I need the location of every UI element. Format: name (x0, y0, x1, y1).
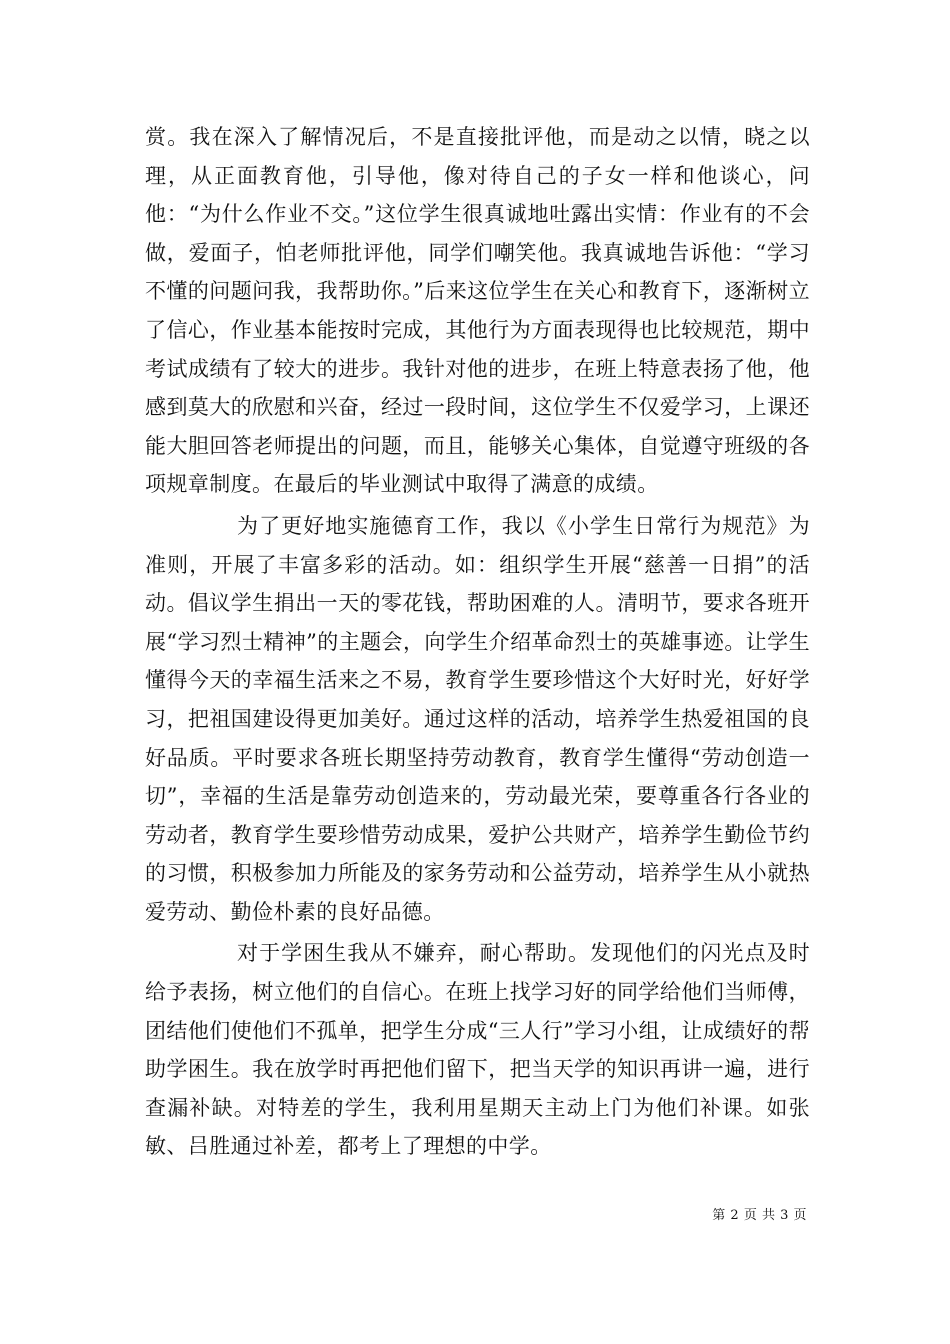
document-body (145, 118, 810, 1166)
page-number-footer: 第 2 页 共 3 页 (712, 1208, 807, 1223)
paragraph-2: 为了更好地实施德育工作，我以《小学生日常行为规范》为准则，开展了丰富多彩的活动。如：组织学生开展“慈善一日捐”的活动。倡议学生捐出一天的零花钱，帮助困难的人。清明节，要求各班开展“学习烈士精神”的主题会，向学生介绍革命烈士的英雄事迹。让学生懂得今天的幸福生活来之不易，教育学生要珍惜这个大好时光，好好学习，把祖国建设得更加美好。通过这样的活动，培养学生热爱祖国的良好品质。平时要求各班长期坚持劳动教育，教育学生懂得“劳动创造一切”，幸福的生活是靠劳动创造来的，劳动最光荣，要尊重各行各业的劳动者，教育学生要珍惜劳动成果，爱护公共财产，培养学生勤俭节约的习惯，积极参加力所能及的家务劳动和公益劳动，培养学生从小就热爱劳动、勤俭朴素的良好品德。 (145, 513, 810, 924)
paragraph-1: 赏。我在深入了解情况后，不是直接批评他，而是动之以情，晓之以理，从正面教育他，引导他，像对待自己的子女一样和他谈心，问他：“为什么作业不交。”这位学生很真诚地吐露出实情：作业有的不会做，爱面子，怕老师批评他，同学们嘲笑他。我真诚地告诉他：“学习不懂的问题问我，我帮助你。”后来这位学生在关心和教育下，逐渐树立了信心，作业基本能按时完成，其他行为方面表现得也比较规范，期中考试成绩有了较大的进步。我针对他的进步，在班上特意表扬了他，他感到莫大的欣慰和兴奋，经过一段时间，这位学生不仅爱学习，上课还能大胆回答老师提出的问题，而且，能够关心集体，自觉遵守班级的各项规章制度。在最后的毕业测试中取得了满意的成绩。 (145, 125, 810, 497)
paragraph-3: 对于学困生我从不嫌弃，耐心帮助。发现他们的闪光点及时给予表扬，树立他们的自信心。在班上找学习好的同学给他们当师傅，团结他们使他们不孤单，把学生分成“三人行”学习小组，让成绩好的帮助学困生。我在放学时再把他们留下，把当天学的知识再讲一遍，进行查漏补缺。对特差的学生，我利用星期天主动上门为他们补课。如张敏、吕胜通过补差，都考上了理想的中学。 (145, 941, 810, 1159)
